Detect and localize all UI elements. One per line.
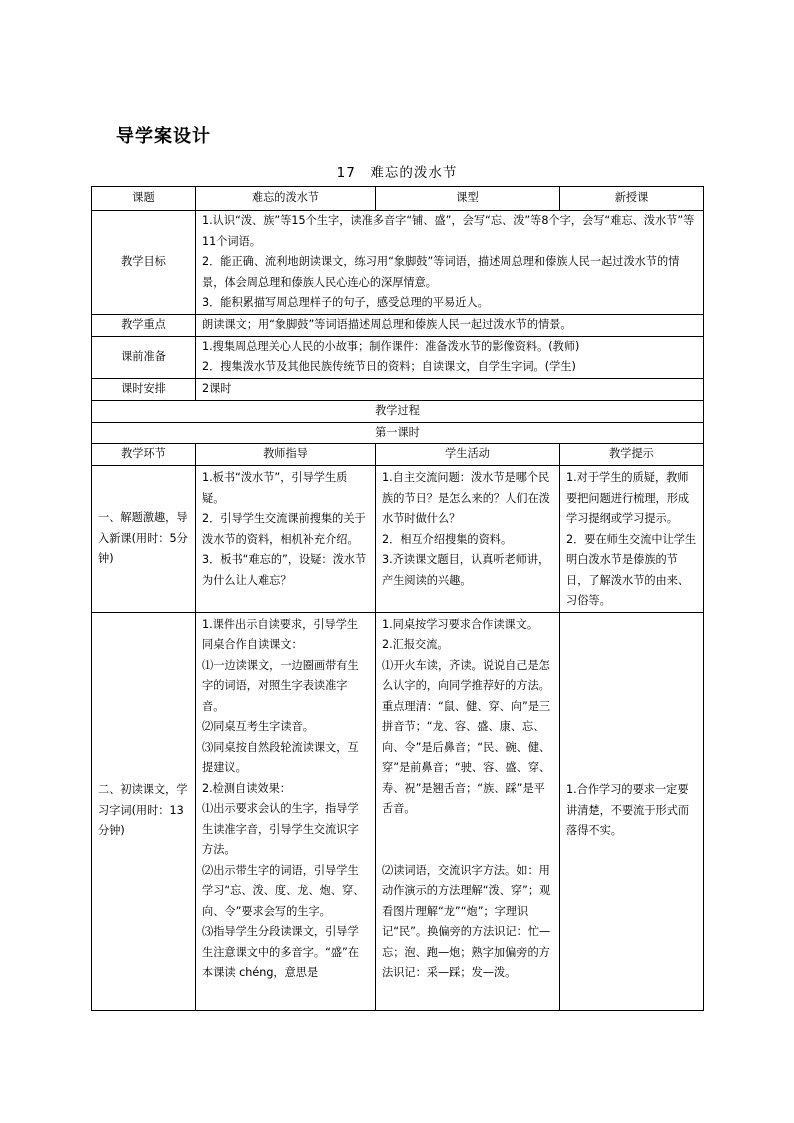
stage1-student bbox=[376, 466, 560, 613]
stage2-tips bbox=[560, 612, 704, 1010]
teacher-step: ⑴一边读课文，一边圈画带有生字的词语，对照生字表读准字音。 bbox=[202, 658, 359, 713]
prep-label: 课前准备 bbox=[92, 336, 196, 378]
teacher-step: ⑶同桌按自然段轮流读课文，互提建议。 bbox=[202, 740, 359, 774]
lesson-title: 17 难忘的泼水节 bbox=[336, 165, 458, 181]
teacher-step: 2．引导学生交流课前搜集的关于泼水节的资料，相机补充介绍。 bbox=[202, 512, 366, 546]
schedule-label: 课时安排 bbox=[92, 378, 196, 400]
topic-label: 课题 bbox=[92, 187, 196, 211]
tip-item: 1.对于学生的质疑，教师要把问题进行梳理，形成学习提纲或学习提示。 bbox=[566, 471, 690, 525]
type-label: 课型 bbox=[376, 187, 560, 211]
stage1-teacher bbox=[196, 466, 376, 613]
page-heading: 导学案设计 bbox=[116, 126, 211, 147]
schedule-value: 2课时 bbox=[196, 378, 704, 400]
prep-item: 1.搜集周总理关心人民的小故事；制作课件：准备泼水节的影像资料。(教师) bbox=[202, 339, 580, 353]
tip-item: 2．要在师生交流中让学生明白泼水节是傣族的节日，了解泼水节的由来、习俗等。 bbox=[566, 532, 697, 607]
teacher-step: 3．板书“难忘的”，设疑：泼水节为什么让人难忘？ bbox=[202, 553, 367, 587]
topic-value: 难忘的泼水节 bbox=[196, 187, 376, 211]
teacher-step: ⑶指导学生分段读课文，引导学生注意课文中的多音字。“盛”在本课读 chéng，意思是 bbox=[202, 925, 360, 979]
goal-item: 2．能正确、流利地朗读课文，练习用“象脚鼓”等词语，描述周总理和傣族人民一起过泼水节的情景，体会周总理和傣族人民心连心的深厚情意。 bbox=[202, 255, 680, 289]
focus-value: 朗读课文；用“象脚鼓”等词语描述周总理和傣族人民一起过泼水节的情景。 bbox=[196, 314, 704, 336]
student-step: 1.同桌按学习要求合作读课文。 bbox=[382, 617, 539, 631]
tip-item: 1.合作学习的要求一定要讲清楚，不要流于形式而落得不实。 bbox=[566, 783, 690, 838]
stage1-name: 一、解题激趣，导入新课(用时：5分钟) bbox=[92, 466, 196, 613]
type-value: 新授课 bbox=[560, 187, 704, 211]
student-step: 3.齐读课文题目，认真听老师讲，产生阅读的兴趣。 bbox=[382, 553, 550, 587]
header-stage: 教学环节 bbox=[92, 444, 196, 466]
header-tips: 教学提示 bbox=[560, 444, 704, 466]
student-step: 2．相互介绍搜集的资料。 bbox=[382, 532, 513, 546]
header-student: 学生活动 bbox=[376, 444, 560, 466]
teacher-step: 1.板书“泼水节”，引导学生质疑。 bbox=[202, 471, 348, 505]
prep-item: 2．搜集泼水节及其他民族传统节日的资料；自读课文，自学生字词。(学生) bbox=[202, 360, 576, 373]
goal-item: 1.认识“泼、族”等15个生字，读准多音字“铺、盛”，会写“忘、泼”等8个字，会写“难忘、泼水节”等11个词语。 bbox=[202, 214, 695, 248]
stage2-teacher bbox=[196, 612, 376, 1010]
stage2-student bbox=[376, 612, 560, 1010]
teacher-step: 1.课件出示自读要求，引导学生同桌合作自读课文： bbox=[202, 617, 359, 651]
focus-label: 教学重点 bbox=[92, 314, 196, 336]
stage1-tips bbox=[560, 466, 704, 613]
prep-cell bbox=[196, 336, 704, 378]
goal-item: 3．能积累描写周总理样子的句子，感受总理的平易近人。 bbox=[202, 296, 489, 309]
teacher-step: ⑵出示带生字的词语，引导学生学习“忘、泼、度、龙、炮、穿、向、令”要求会写的生字。 bbox=[202, 863, 365, 918]
teacher-step: ⑵同桌互考生字读音。 bbox=[202, 720, 314, 733]
lesson-plan-table bbox=[91, 186, 704, 1011]
header-teacher: 教师指导 bbox=[196, 444, 376, 466]
period-title: 第一课时 bbox=[92, 422, 704, 444]
student-step: ⑴开火车读，齐读。说说自己是怎么认字的，向同学推荐好的方法。重点理清：“鼠、健、穿、向”是三拼音节；“龙、容、盛、康、忘、向、令”是后鼻音；“民、碗、健、穿”是前鼻音；“驶、容、盛、穿、寿、祝”是翘舌音；“族、踩”是平舌音。 bbox=[382, 658, 551, 815]
student-step: ⑵读词语，交流识字方法。如：用动作演示的方法理解“泼、穿”；观看图片理解“龙”“炮”；字理识记“民”。换偏旁的方法识记：忙—忘；泡、跑—炮；熟字加偏旁的方法识记：采—踩；发—泼。 bbox=[382, 863, 551, 979]
process-title: 教学过程 bbox=[92, 400, 704, 422]
stage2-name: 二、初读课文，学习字词(用时：13分钟) bbox=[92, 612, 196, 1010]
student-step: 2.汇报交流。 bbox=[382, 638, 449, 651]
teacher-step: 2.检测自读效果： bbox=[202, 781, 291, 795]
student-step: 1.自主交流问题：泼水节是哪个民族的节日？是怎么来的？人们在泼水节时做什么？ bbox=[382, 471, 550, 525]
goals-cell bbox=[196, 211, 704, 315]
teacher-step: ⑴出示要求会认的生字，指导学生读准字音，引导学生交流识字方法。 bbox=[202, 802, 359, 856]
goals-label: 教学目标 bbox=[92, 211, 196, 315]
